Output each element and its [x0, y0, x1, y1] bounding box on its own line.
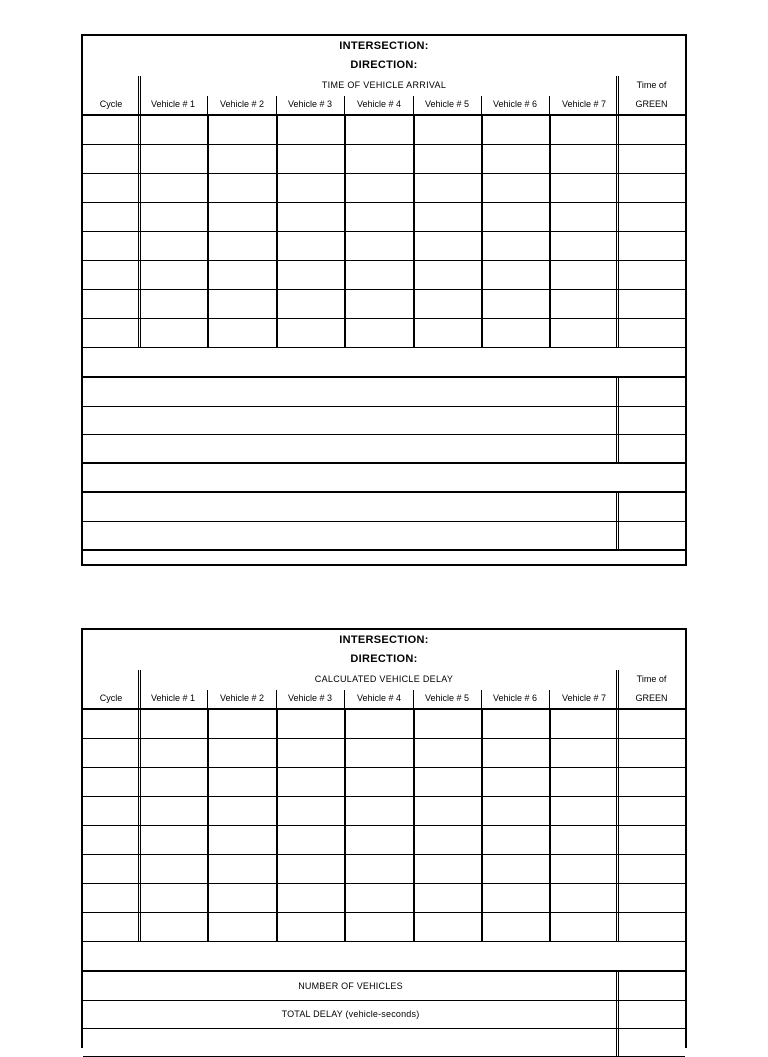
row-line: [83, 260, 685, 261]
header-tick: [207, 690, 208, 708]
col-line: [413, 710, 415, 942]
row-line: [83, 289, 685, 290]
summary-divider: [618, 493, 619, 549]
vehicle-delay-form: [81, 628, 687, 1048]
row-line: [83, 738, 685, 739]
summary-divider: [618, 972, 619, 1056]
vehicle-7-header: Vehicle # 7: [561, 693, 607, 703]
band-line: [83, 376, 685, 378]
summary-divider: [616, 972, 617, 1056]
header-divider: [618, 670, 619, 710]
header-divider: [138, 670, 139, 710]
band-line: [83, 970, 685, 972]
header-divider: [140, 670, 141, 710]
time-of-header: Time of: [636, 674, 667, 684]
header-tick: [413, 96, 414, 114]
vehicle-2-header: Vehicle # 2: [219, 99, 265, 109]
header-tick: [344, 96, 345, 114]
vehicle-4-header: Vehicle # 4: [356, 99, 402, 109]
green-header: GREEN: [635, 693, 668, 703]
header-underline: [83, 708, 685, 710]
row-line: [83, 883, 685, 884]
vehicle-1-header: Vehicle # 1: [150, 693, 196, 703]
col-line: [207, 116, 209, 348]
vehicle-arrival-form: [81, 34, 687, 566]
col-line: [481, 710, 483, 942]
summary-line: [83, 434, 685, 435]
summary-divider: [616, 493, 617, 549]
band-line: [83, 491, 685, 493]
time-of-header: Time of: [636, 80, 667, 90]
vehicle-6-header: Vehicle # 6: [492, 693, 538, 703]
row-line: [83, 767, 685, 768]
col-line: [616, 116, 617, 348]
summary-divider: [618, 378, 619, 462]
row-line: [83, 318, 685, 319]
header-tick: [344, 690, 345, 708]
summary-line: [83, 1028, 685, 1029]
summary-line: [83, 406, 685, 407]
col-line: [140, 116, 141, 348]
col-line: [138, 116, 139, 348]
row-line: [83, 825, 685, 826]
row-line: [83, 202, 685, 203]
header-tick: [413, 690, 414, 708]
col-line: [481, 116, 483, 348]
header-divider: [140, 76, 141, 116]
green-header: GREEN: [635, 99, 668, 109]
header-tick: [549, 96, 550, 114]
summary-divider: [616, 378, 617, 462]
col-line: [549, 710, 551, 942]
col-line: [549, 116, 551, 348]
vehicle-5-header: Vehicle # 5: [424, 693, 470, 703]
col-line: [413, 116, 415, 348]
vehicle-2-header: Vehicle # 2: [219, 693, 265, 703]
header-tick: [207, 96, 208, 114]
table-subtitle: TIME OF VEHICLE ARRIVAL: [321, 80, 447, 90]
row-line: [83, 347, 685, 348]
header-tick: [276, 690, 277, 708]
row-line: [83, 854, 685, 855]
total-delay-label: TOTAL DELAY (vehicle-seconds): [281, 1009, 420, 1019]
vehicle-3-header: Vehicle # 3: [287, 99, 333, 109]
number-of-vehicles-label: NUMBER OF VEHICLES: [298, 981, 403, 991]
vehicle-3-header: Vehicle # 3: [287, 693, 333, 703]
vehicle-6-header: Vehicle # 6: [492, 99, 538, 109]
intersection-label: INTERSECTION:: [339, 40, 429, 52]
cycle-header: Cycle: [99, 99, 123, 109]
cycle-header: Cycle: [99, 693, 123, 703]
summary-line: [83, 521, 685, 522]
summary-line: [83, 1000, 685, 1001]
col-line: [276, 116, 278, 348]
col-line: [344, 710, 346, 942]
col-line: [618, 116, 619, 348]
row-line: [83, 173, 685, 174]
summary-line: [83, 549, 685, 551]
header-divider: [138, 76, 139, 116]
header-divider: [616, 76, 617, 116]
col-line: [616, 710, 617, 942]
col-line: [618, 710, 619, 942]
row-line: [83, 941, 685, 942]
col-line: [344, 116, 346, 348]
header-tick: [481, 96, 482, 114]
intersection-label: INTERSECTION:: [339, 634, 429, 646]
vehicle-1-header: Vehicle # 1: [150, 99, 196, 109]
header-tick: [276, 96, 277, 114]
header-divider: [616, 670, 617, 710]
vehicle-5-header: Vehicle # 5: [424, 99, 470, 109]
row-line: [83, 144, 685, 145]
header-tick: [549, 690, 550, 708]
row-line: [83, 796, 685, 797]
vehicle-4-header: Vehicle # 4: [356, 693, 402, 703]
col-line: [140, 710, 141, 942]
col-line: [207, 710, 209, 942]
col-line: [138, 710, 139, 942]
summary-line: [83, 462, 685, 464]
vehicle-7-header: Vehicle # 7: [561, 99, 607, 109]
header-underline: [83, 114, 685, 116]
direction-label: DIRECTION:: [350, 59, 418, 71]
table-subtitle: CALCULATED VEHICLE DELAY: [314, 674, 454, 684]
direction-label: DIRECTION:: [350, 653, 418, 665]
header-tick: [481, 690, 482, 708]
row-line: [83, 912, 685, 913]
row-line: [83, 231, 685, 232]
col-line: [276, 710, 278, 942]
header-divider: [618, 76, 619, 116]
